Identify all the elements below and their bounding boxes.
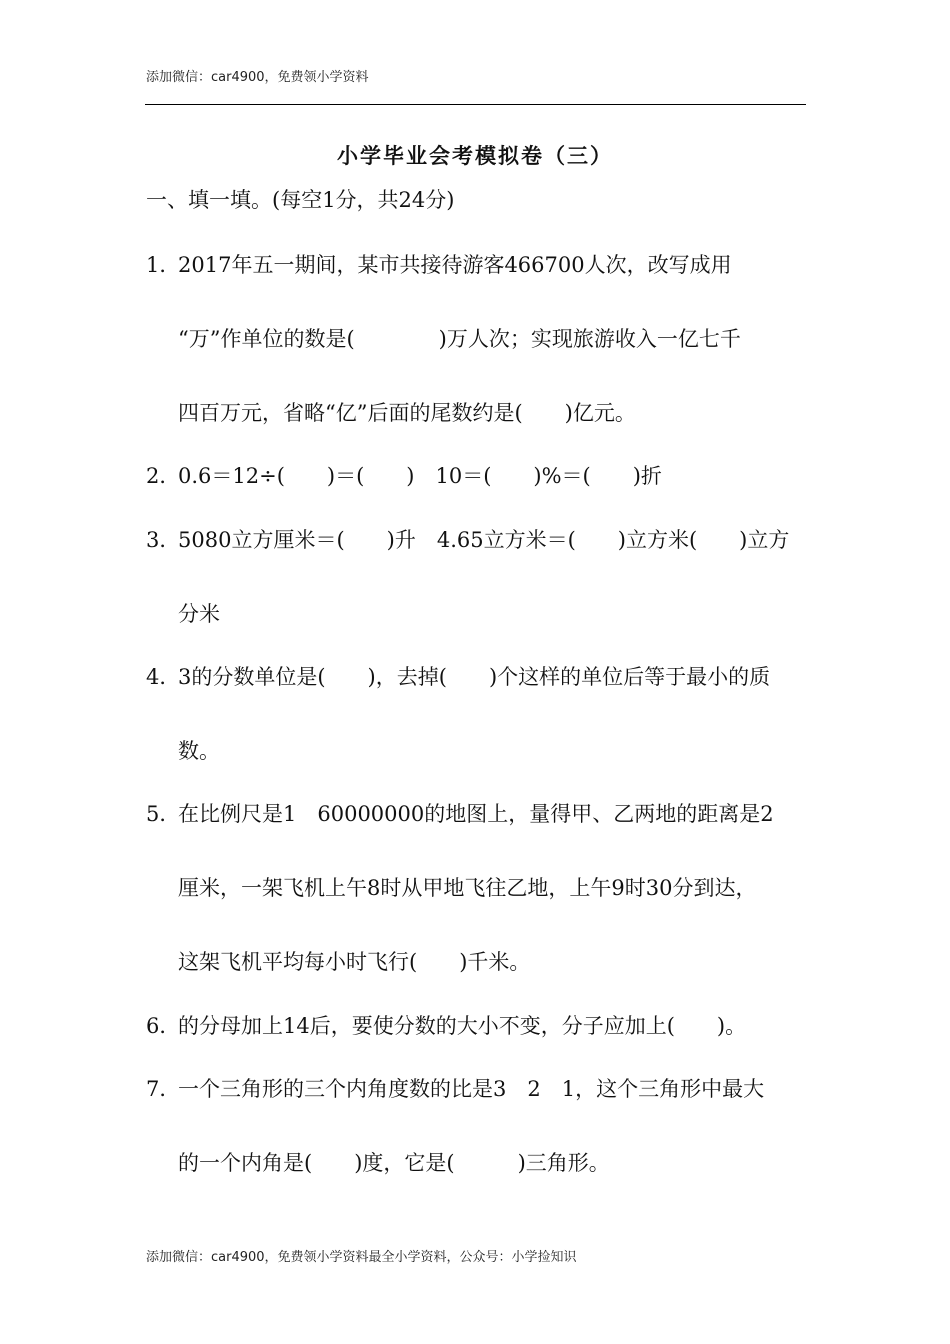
question-number: 2． <box>146 464 181 488</box>
question-line: 这架飞机平均每小时飞行( )千米。 <box>178 950 531 974</box>
page-title: 小学毕业会考模拟卷（三） <box>337 144 613 168</box>
question-line: 四百万元，省略“亿”后面的尾数约是( )亿元。 <box>178 401 636 425</box>
question-line: “万”作单位的数是( )万人次；实现旅游收入一亿七千 <box>178 327 741 351</box>
question-number: 5． <box>146 802 181 826</box>
question-line: 的分母加上14后，要使分数的大小不变，分子应加上( )。 <box>178 1014 747 1038</box>
header-rule <box>145 104 806 105</box>
question-line: 分米 <box>178 602 220 626</box>
question-number: 4． <box>146 665 181 689</box>
question-line: 数。 <box>178 739 220 763</box>
question-line: 3的分数单位是( )，去掉( )个这样的单位后等于最小的质 <box>178 665 771 689</box>
page-header: 添加微信：car4900，免费领小学资料 <box>146 70 369 85</box>
question-line: 厘米，一架飞机上午8时从甲地飞往乙地，上午9时30分到达， <box>178 876 757 900</box>
question-line: 2017年五一期间，某市共接待游客466700人次，改写成用 <box>178 253 732 277</box>
question-line: 0.6＝12÷( )＝( ) 10＝( )%＝( )折 <box>178 464 662 488</box>
question-number: 1． <box>146 253 181 277</box>
question-line: 5080立方厘米＝( )升 4.65立方米＝( )立方米( )立方 <box>178 528 790 552</box>
section-heading: 一、填一填。(每空1分，共24分) <box>146 188 455 212</box>
question-line: 一个三角形的三个内角度数的比是3 2 1，这个三角形中最大 <box>178 1077 765 1101</box>
question-line: 的一个内角是( )度，它是( )三角形。 <box>178 1151 610 1175</box>
question-number: 7． <box>146 1077 181 1101</box>
question-number: 3． <box>146 528 181 552</box>
question-number: 6． <box>146 1014 181 1038</box>
question-line: 在比例尺是1 60000000的地图上，量得甲、乙两地的距离是2 <box>178 802 774 826</box>
page-footer: 添加微信：car4900，免费领小学资料最全小学资料，公众号：小学捡知识 <box>146 1250 577 1265</box>
